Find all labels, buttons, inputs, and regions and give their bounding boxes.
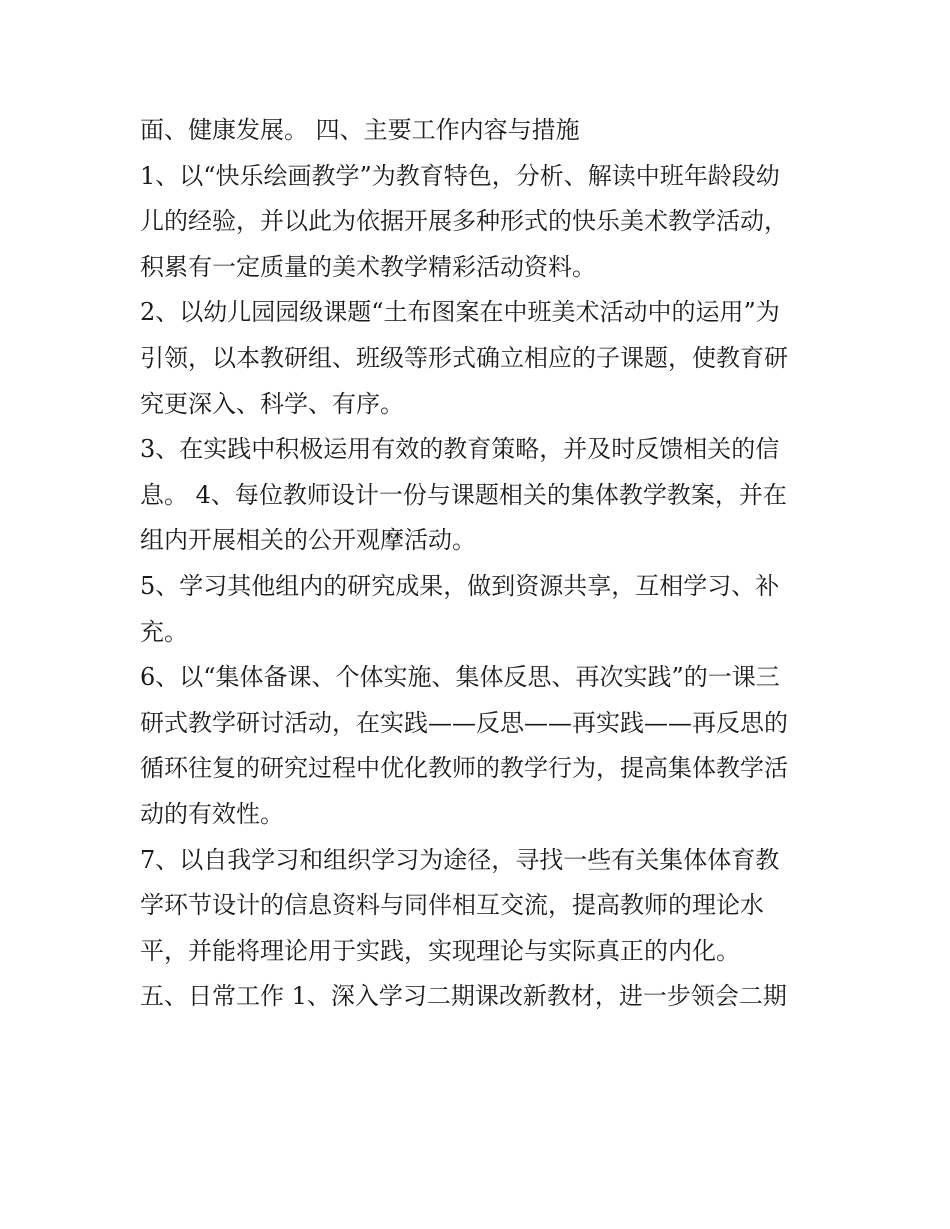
text-line: 息。 4、每位教师设计一份与课题相关的集体教学教案，并在 — [140, 480, 787, 509]
text-line: 组内开展相关的公开观摩活动。 — [140, 526, 476, 555]
text-line: 1、以“快乐绘画教学”为教育特色，分析、解读中班年龄段幼 — [140, 161, 780, 190]
text-line: 研式教学研讨活动，在实践——反思——再实践——再反思的 — [140, 708, 788, 737]
text-line: 2、以幼儿园园级课题“土布图案在中班美术活动中的运用”为 — [140, 298, 780, 327]
text-line: 充。 — [140, 617, 188, 646]
text-line: 循环往复的研究过程中优化教师的教学行为，提高集体教学活 — [140, 754, 788, 783]
text-line: 引领，以本教研组、班级等形式确立相应的子课题，使教育研 — [140, 343, 788, 372]
text-line: 5、学习其他组内的研究成果，做到资源共享，互相学习、补 — [140, 571, 780, 600]
text-line: 动的有效性。 — [140, 799, 284, 828]
text-line: 学环节设计的信息资料与同伴相互交流，提高教师的理论水 — [140, 891, 764, 920]
document-body — [140, 108, 820, 1020]
text-line: 7、以自我学习和组织学习为途径，寻找一些有关集体体育教 — [140, 845, 780, 874]
text-line: 究更深入、科学、有序。 — [140, 389, 404, 418]
text-line: 3、在实践中积极运用有效的教育策略，并及时反馈相关的信 — [140, 435, 780, 464]
text-line: 平，并能将理论用于实践，实现理论与实际真正的内化。 — [140, 936, 740, 965]
text-line: 6、以“集体备课、个体实施、集体反思、再次实践”的一课三 — [140, 663, 780, 692]
text-line: 面、健康发展。 四、主要工作内容与措施 — [140, 116, 580, 144]
text-line: 积累有一定质量的美术教学精彩活动资料。 — [140, 252, 596, 281]
text-line: 五、日常工作 1、深入学习二期课改新教材，进一步领会二期 — [140, 982, 787, 1011]
text-line: 儿的经验，并以此为依据开展多种形式的快乐美术教学活动， — [140, 207, 788, 236]
